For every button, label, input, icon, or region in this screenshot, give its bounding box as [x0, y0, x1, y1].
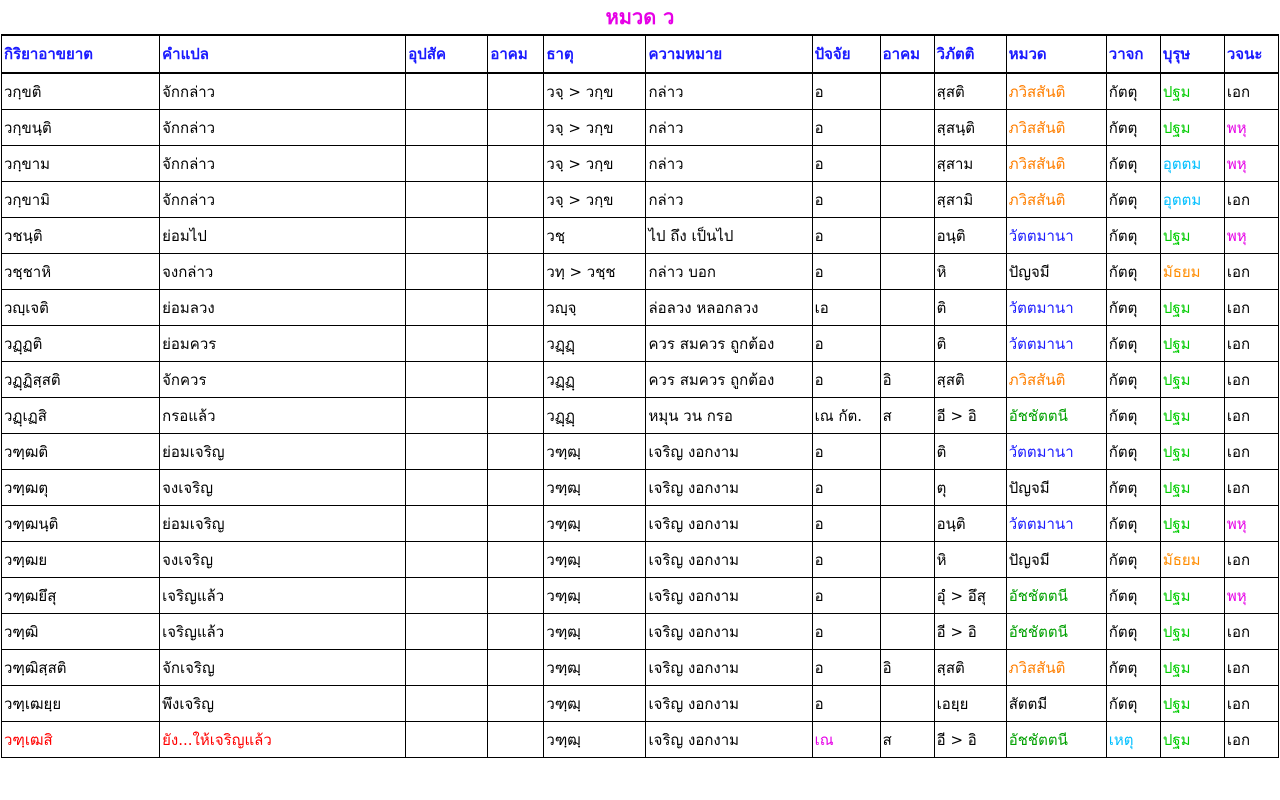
- cell-root: วฑฺฒฺ: [544, 434, 646, 470]
- header-tense: หมวด: [1006, 35, 1106, 73]
- cell-prefix: [406, 398, 488, 434]
- table-row: [2, 218, 1279, 254]
- cell-ending: ตุ: [934, 470, 1006, 506]
- cell-prefix: [406, 290, 488, 326]
- cell-person: ปฐม: [1160, 614, 1224, 650]
- cell-meaning: ควร สมควร ถูกต้อง: [646, 362, 812, 398]
- cell-number: เอก: [1224, 470, 1278, 506]
- table-row: [2, 686, 1279, 722]
- cell-person: ปฐม: [1160, 506, 1224, 542]
- cell-augment: [488, 182, 544, 218]
- table-row: [2, 146, 1279, 182]
- cell-verb: วฑฺฒย: [2, 542, 160, 578]
- header-prefix: อุปสัค: [406, 35, 488, 73]
- cell-number: พหุ: [1224, 110, 1278, 146]
- cell-translation: จงเจริญ: [160, 542, 406, 578]
- cell-augment2: [880, 542, 934, 578]
- cell-suffix: อ: [812, 614, 880, 650]
- cell-voice: กัตตุ: [1106, 542, 1160, 578]
- cell-meaning: ล่อลวง หลอกลวง: [646, 290, 812, 326]
- cell-translation: จักเจริญ: [160, 650, 406, 686]
- cell-verb: วฑฺฒนฺติ: [2, 506, 160, 542]
- cell-ending: อี > อิ: [934, 722, 1006, 758]
- cell-ending: ติ: [934, 326, 1006, 362]
- cell-augment2: [880, 290, 934, 326]
- cell-person: ปฐม: [1160, 470, 1224, 506]
- cell-verb: วฑฺเฒสิ: [2, 722, 160, 758]
- cell-root: วฑฺฒฺ: [544, 470, 646, 506]
- cell-translation: ย่อมเจริญ: [160, 506, 406, 542]
- cell-ending: สฺสติ: [934, 650, 1006, 686]
- cell-tense: ภวิสสันติ: [1006, 650, 1106, 686]
- cell-meaning: เจริญ งอกงาม: [646, 722, 812, 758]
- cell-person: ปฐม: [1160, 398, 1224, 434]
- table-row: [2, 110, 1279, 146]
- cell-augment: [488, 722, 544, 758]
- cell-augment2: [880, 326, 934, 362]
- cell-voice: กัตตุ: [1106, 614, 1160, 650]
- cell-voice: กัตตุ: [1106, 146, 1160, 182]
- cell-meaning: กล่าว: [646, 146, 812, 182]
- cell-meaning: กล่าว: [646, 73, 812, 110]
- cell-number: เอก: [1224, 434, 1278, 470]
- cell-prefix: [406, 542, 488, 578]
- cell-translation: จักกล่าว: [160, 73, 406, 110]
- cell-suffix: อ: [812, 578, 880, 614]
- cell-voice: กัตตุ: [1106, 434, 1160, 470]
- cell-number: เอก: [1224, 254, 1278, 290]
- cell-voice: กัตตุ: [1106, 686, 1160, 722]
- cell-augment: [488, 218, 544, 254]
- cell-root: วทฺ > วชฺช: [544, 254, 646, 290]
- header-number: วจนะ: [1224, 35, 1278, 73]
- cell-augment: [488, 542, 544, 578]
- header-voice: วาจก: [1106, 35, 1160, 73]
- cell-augment2: [880, 614, 934, 650]
- cell-augment: [488, 110, 544, 146]
- cell-meaning: เจริญ งอกงาม: [646, 506, 812, 542]
- table-row: [2, 182, 1279, 218]
- cell-prefix: [406, 578, 488, 614]
- cell-ending: สฺสามิ: [934, 182, 1006, 218]
- cell-number: เอก: [1224, 722, 1278, 758]
- cell-meaning: กล่าว: [646, 182, 812, 218]
- cell-root: วฏฺฏฺ: [544, 362, 646, 398]
- cell-root: วฑฺฒฺ: [544, 650, 646, 686]
- cell-root: วจฺ > วกฺข: [544, 110, 646, 146]
- cell-prefix: [406, 362, 488, 398]
- cell-number: เอก: [1224, 398, 1278, 434]
- table-row: [2, 254, 1279, 290]
- cell-tense: อัชชัตตนี: [1006, 578, 1106, 614]
- cell-prefix: [406, 73, 488, 110]
- cell-augment2: [880, 254, 934, 290]
- cell-person: ปฐม: [1160, 722, 1224, 758]
- cell-root: วฑฺฒฺ: [544, 686, 646, 722]
- cell-verb: วญฺเจติ: [2, 290, 160, 326]
- cell-meaning: เจริญ งอกงาม: [646, 614, 812, 650]
- cell-number: เอก: [1224, 290, 1278, 326]
- cell-translation: ย่อมเจริญ: [160, 434, 406, 470]
- cell-verb: วฑฺฒิสฺสติ: [2, 650, 160, 686]
- cell-meaning: เจริญ งอกงาม: [646, 542, 812, 578]
- cell-translation: จักกล่าว: [160, 146, 406, 182]
- cell-ending: อนฺติ: [934, 506, 1006, 542]
- cell-suffix: อ: [812, 110, 880, 146]
- cell-person: ปฐม: [1160, 686, 1224, 722]
- cell-verb: วฏฺฏิสฺสติ: [2, 362, 160, 398]
- page-title: หมวด ว: [605, 5, 675, 29]
- cell-root: วฏฺฏฺ: [544, 398, 646, 434]
- cell-prefix: [406, 722, 488, 758]
- cell-verb: วฑฺเฒยฺย: [2, 686, 160, 722]
- header-verb: กิริยาอาขยาต: [2, 35, 160, 73]
- cell-voice: กัตตุ: [1106, 398, 1160, 434]
- cell-augment: [488, 686, 544, 722]
- cell-verb: วฑฺฒิ: [2, 614, 160, 650]
- table-row: [2, 470, 1279, 506]
- cell-person: ปฐม: [1160, 110, 1224, 146]
- header-root: ธาตุ: [544, 35, 646, 73]
- cell-translation: จงกล่าว: [160, 254, 406, 290]
- cell-augment2: อิ: [880, 362, 934, 398]
- cell-tense: สัตตมี: [1006, 686, 1106, 722]
- cell-translation: ย่อมไป: [160, 218, 406, 254]
- cell-person: ปฐม: [1160, 218, 1224, 254]
- header-ending: วิภัตติ: [934, 35, 1006, 73]
- cell-ending: อนฺติ: [934, 218, 1006, 254]
- cell-suffix: อ: [812, 326, 880, 362]
- table-row: [2, 542, 1279, 578]
- cell-translation: จงเจริญ: [160, 470, 406, 506]
- cell-voice: กัตตุ: [1106, 73, 1160, 110]
- cell-suffix: อ: [812, 434, 880, 470]
- header-person: บุรุษ: [1160, 35, 1224, 73]
- cell-voice: กัตตุ: [1106, 578, 1160, 614]
- cell-augment: [488, 650, 544, 686]
- cell-meaning: เจริญ งอกงาม: [646, 650, 812, 686]
- cell-tense: วัตตมานา: [1006, 290, 1106, 326]
- cell-root: วฑฺฒฺ: [544, 542, 646, 578]
- table-row: [2, 398, 1279, 434]
- cell-verb: วชนฺติ: [2, 218, 160, 254]
- cell-ending: ติ: [934, 434, 1006, 470]
- cell-augment: [488, 578, 544, 614]
- cell-voice: กัตตุ: [1106, 254, 1160, 290]
- cell-ending: เอยฺย: [934, 686, 1006, 722]
- cell-augment2: [880, 110, 934, 146]
- cell-augment: [488, 254, 544, 290]
- cell-verb: วฑฺฒติ: [2, 434, 160, 470]
- cell-augment2: [880, 506, 934, 542]
- cell-verb: วฏฺเฏสิ: [2, 398, 160, 434]
- cell-tense: ภวิสสันติ: [1006, 73, 1106, 110]
- table-row: [2, 362, 1279, 398]
- cell-prefix: [406, 650, 488, 686]
- cell-verb: วชฺชาหิ: [2, 254, 160, 290]
- cell-translation: พึงเจริญ: [160, 686, 406, 722]
- cell-voice: เหตุ: [1106, 722, 1160, 758]
- cell-suffix: เณ กัต.: [812, 398, 880, 434]
- cell-ending: หิ: [934, 254, 1006, 290]
- cell-ending: อุํ > อึสุ: [934, 578, 1006, 614]
- header-augment2: อาคม: [880, 35, 934, 73]
- cell-augment2: [880, 578, 934, 614]
- cell-augment2: [880, 434, 934, 470]
- table-row: [2, 326, 1279, 362]
- cell-ending: สฺสาม: [934, 146, 1006, 182]
- cell-suffix: อ: [812, 362, 880, 398]
- cell-ending: ติ: [934, 290, 1006, 326]
- cell-ending: อี > อิ: [934, 614, 1006, 650]
- cell-verb: วกฺขาม: [2, 146, 160, 182]
- cell-verb: วกฺขนฺติ: [2, 110, 160, 146]
- cell-person: ปฐม: [1160, 578, 1224, 614]
- cell-augment2: [880, 686, 934, 722]
- cell-number: เอก: [1224, 182, 1278, 218]
- cell-meaning: หมุน วน กรอ: [646, 398, 812, 434]
- cell-tense: ภวิสสันติ: [1006, 182, 1106, 218]
- cell-root: วฑฺฒฺ: [544, 506, 646, 542]
- cell-tense: วัตตมานา: [1006, 434, 1106, 470]
- cell-root: วฑฺฒฺ: [544, 722, 646, 758]
- cell-person: ปฐม: [1160, 362, 1224, 398]
- cell-prefix: [406, 326, 488, 362]
- cell-ending: สฺสนฺติ: [934, 110, 1006, 146]
- cell-root: วจฺ > วกฺข: [544, 73, 646, 110]
- cell-ending: อี > อิ: [934, 398, 1006, 434]
- cell-suffix: อ: [812, 650, 880, 686]
- cell-translation: จักควร: [160, 362, 406, 398]
- cell-root: วชฺ: [544, 218, 646, 254]
- cell-meaning: เจริญ งอกงาม: [646, 578, 812, 614]
- cell-translation: จักกล่าว: [160, 110, 406, 146]
- cell-prefix: [406, 614, 488, 650]
- cell-meaning: ควร สมควร ถูกต้อง: [646, 326, 812, 362]
- cell-prefix: [406, 110, 488, 146]
- cell-number: เอก: [1224, 614, 1278, 650]
- cell-meaning: กล่าว: [646, 110, 812, 146]
- cell-suffix: อ: [812, 470, 880, 506]
- cell-suffix: อ: [812, 218, 880, 254]
- cell-tense: อัชชัตตนี: [1006, 614, 1106, 650]
- cell-suffix: อ: [812, 506, 880, 542]
- cell-tense: ปัญจมี: [1006, 470, 1106, 506]
- cell-augment: [488, 73, 544, 110]
- cell-voice: กัตตุ: [1106, 362, 1160, 398]
- cell-suffix: อ: [812, 146, 880, 182]
- cell-number: พหุ: [1224, 506, 1278, 542]
- table-row: [2, 578, 1279, 614]
- cell-voice: กัตตุ: [1106, 218, 1160, 254]
- table-row: [2, 290, 1279, 326]
- cell-meaning: ไป ถึง เป็นไป: [646, 218, 812, 254]
- cell-root: วฑฺฒฺ: [544, 578, 646, 614]
- cell-root: วจฺ > วกฺข: [544, 146, 646, 182]
- cell-augment2: ส: [880, 398, 934, 434]
- cell-person: ปฐม: [1160, 73, 1224, 110]
- cell-augment: [488, 362, 544, 398]
- cell-verb: วฑฺฒตุ: [2, 470, 160, 506]
- cell-augment: [488, 290, 544, 326]
- cell-person: มัธยม: [1160, 542, 1224, 578]
- cell-tense: ภวิสสันติ: [1006, 110, 1106, 146]
- cell-voice: กัตตุ: [1106, 470, 1160, 506]
- cell-prefix: [406, 146, 488, 182]
- header-translation: คำแปล: [160, 35, 406, 73]
- cell-tense: วัตตมานา: [1006, 218, 1106, 254]
- cell-translation: ย่อมลวง: [160, 290, 406, 326]
- cell-prefix: [406, 254, 488, 290]
- cell-augment: [488, 506, 544, 542]
- cell-tense: อัชชัตตนี: [1006, 398, 1106, 434]
- cell-number: เอก: [1224, 686, 1278, 722]
- header-meaning: ความหมาย: [646, 35, 812, 73]
- cell-augment2: [880, 182, 934, 218]
- cell-suffix: อ: [812, 254, 880, 290]
- cell-suffix: อ: [812, 542, 880, 578]
- table-row: [2, 434, 1279, 470]
- cell-root: วจฺ > วกฺข: [544, 182, 646, 218]
- cell-verb: วกฺขามิ: [2, 182, 160, 218]
- cell-number: พหุ: [1224, 146, 1278, 182]
- cell-voice: กัตตุ: [1106, 290, 1160, 326]
- cell-suffix: อ: [812, 182, 880, 218]
- cell-meaning: เจริญ งอกงาม: [646, 686, 812, 722]
- cell-suffix: เอ: [812, 290, 880, 326]
- cell-suffix: อ: [812, 73, 880, 110]
- cell-ending: หิ: [934, 542, 1006, 578]
- cell-tense: อัชชัตตนี: [1006, 722, 1106, 758]
- cell-tense: ภวิสสันติ: [1006, 146, 1106, 182]
- cell-translation: เจริญแล้ว: [160, 614, 406, 650]
- cell-translation: จักกล่าว: [160, 182, 406, 218]
- cell-verb: วกฺขติ: [2, 73, 160, 110]
- cell-augment2: อิ: [880, 650, 934, 686]
- cell-ending: สฺสติ: [934, 362, 1006, 398]
- cell-voice: กัตตุ: [1106, 650, 1160, 686]
- conjugation-table: [1, 34, 1279, 758]
- cell-augment2: [880, 73, 934, 110]
- table-row: [2, 614, 1279, 650]
- cell-verb: วฏฺฏติ: [2, 326, 160, 362]
- cell-person: อุตตม: [1160, 182, 1224, 218]
- cell-root: วญฺจฺ: [544, 290, 646, 326]
- cell-tense: วัตตมานา: [1006, 506, 1106, 542]
- cell-translation: เจริญแล้ว: [160, 578, 406, 614]
- cell-number: เอก: [1224, 326, 1278, 362]
- cell-augment2: ส: [880, 722, 934, 758]
- table-row: [2, 722, 1279, 758]
- cell-augment: [488, 146, 544, 182]
- cell-number: เอก: [1224, 650, 1278, 686]
- cell-voice: กัตตุ: [1106, 110, 1160, 146]
- table-row: [2, 506, 1279, 542]
- cell-root: วฑฺฒฺ: [544, 614, 646, 650]
- cell-number: พหุ: [1224, 218, 1278, 254]
- table-row: [2, 73, 1279, 110]
- cell-translation: กรอแล้ว: [160, 398, 406, 434]
- cell-number: เอก: [1224, 362, 1278, 398]
- cell-translation: ย่อมควร: [160, 326, 406, 362]
- cell-augment: [488, 470, 544, 506]
- cell-meaning: เจริญ งอกงาม: [646, 470, 812, 506]
- cell-prefix: [406, 218, 488, 254]
- cell-augment2: [880, 146, 934, 182]
- cell-tense: วัตตมานา: [1006, 326, 1106, 362]
- cell-translation: ยัง...ให้เจริญแล้ว: [160, 722, 406, 758]
- cell-augment: [488, 614, 544, 650]
- cell-number: พหุ: [1224, 578, 1278, 614]
- cell-person: มัธยม: [1160, 254, 1224, 290]
- cell-augment2: [880, 218, 934, 254]
- header-suffix: ปัจจัย: [812, 35, 880, 73]
- cell-tense: ปัญจมี: [1006, 542, 1106, 578]
- header-augment: อาคม: [488, 35, 544, 73]
- cell-augment: [488, 434, 544, 470]
- header-row: [2, 35, 1279, 73]
- cell-tense: ปัญจมี: [1006, 254, 1106, 290]
- cell-person: ปฐม: [1160, 326, 1224, 362]
- cell-suffix: อ: [812, 686, 880, 722]
- cell-person: ปฐม: [1160, 290, 1224, 326]
- cell-person: ปฐม: [1160, 434, 1224, 470]
- cell-augment: [488, 398, 544, 434]
- cell-meaning: เจริญ งอกงาม: [646, 434, 812, 470]
- cell-meaning: กล่าว บอก: [646, 254, 812, 290]
- cell-voice: กัตตุ: [1106, 506, 1160, 542]
- cell-person: อุตตม: [1160, 146, 1224, 182]
- cell-prefix: [406, 686, 488, 722]
- cell-voice: กัตตุ: [1106, 326, 1160, 362]
- cell-augment: [488, 326, 544, 362]
- cell-number: เอก: [1224, 542, 1278, 578]
- cell-prefix: [406, 470, 488, 506]
- cell-augment2: [880, 470, 934, 506]
- cell-ending: สฺสติ: [934, 73, 1006, 110]
- table-row: [2, 650, 1279, 686]
- cell-suffix: เณ: [812, 722, 880, 758]
- cell-tense: ภวิสสันติ: [1006, 362, 1106, 398]
- cell-prefix: [406, 506, 488, 542]
- cell-verb: วฑฺฒยึสุ: [2, 578, 160, 614]
- cell-person: ปฐม: [1160, 650, 1224, 686]
- cell-prefix: [406, 182, 488, 218]
- cell-number: เอก: [1224, 73, 1278, 110]
- cell-root: วฏฺฏฺ: [544, 326, 646, 362]
- cell-voice: กัตตุ: [1106, 182, 1160, 218]
- cell-prefix: [406, 434, 488, 470]
